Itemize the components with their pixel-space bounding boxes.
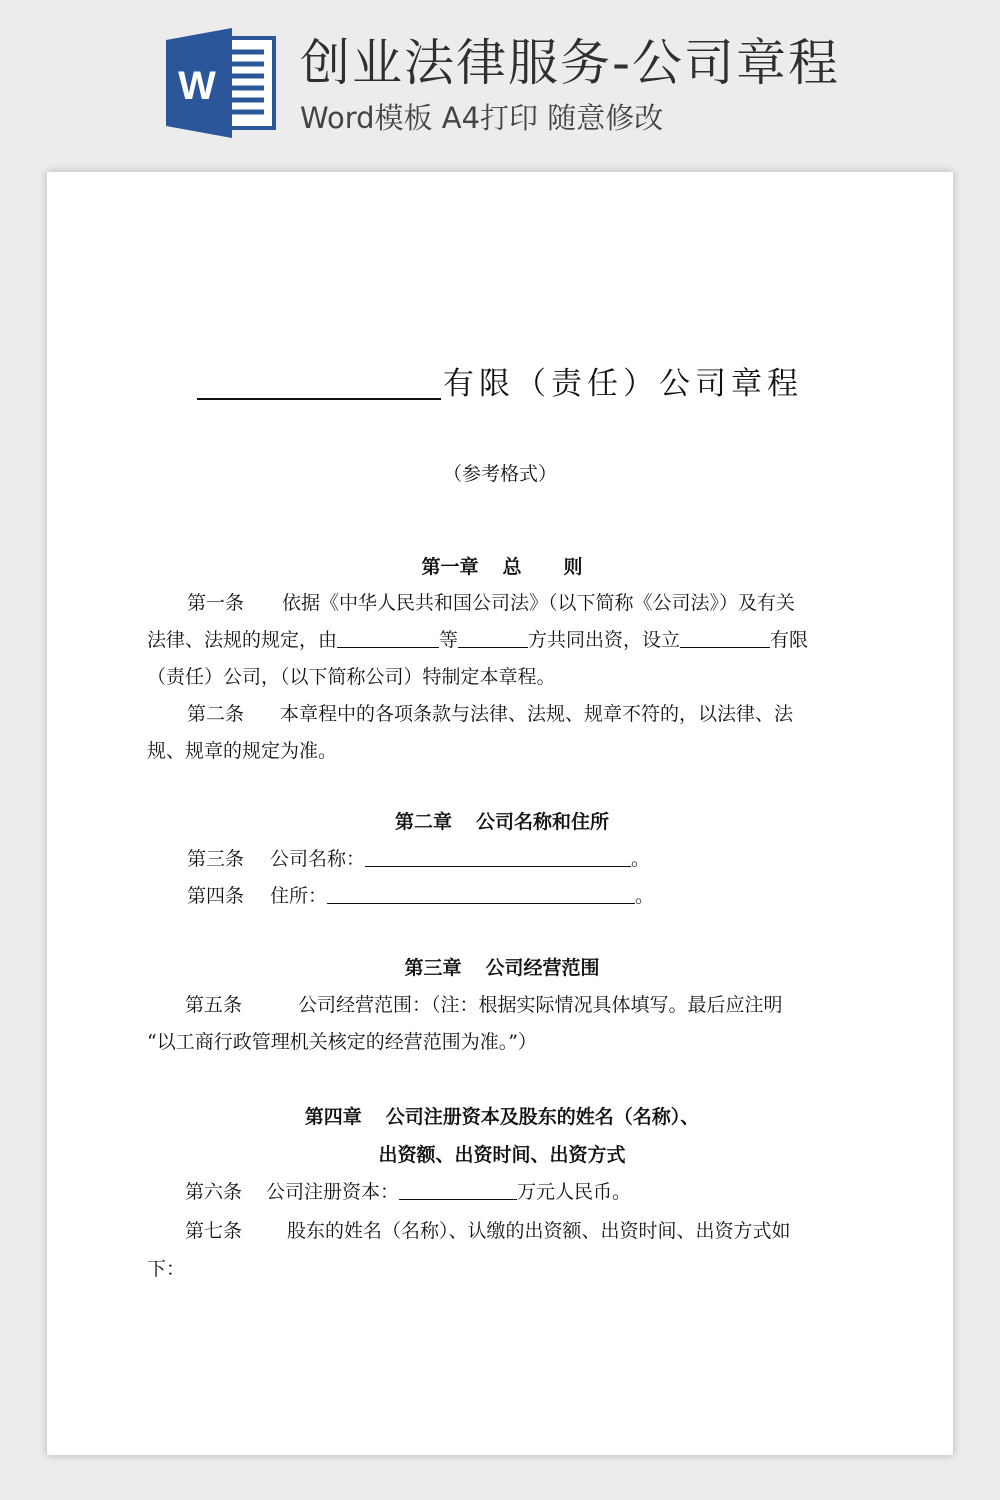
article-7-text-1: 股东的姓名（名称）、认缴的出资额、出资时间、出资方式如 [287, 1220, 791, 1242]
document-page [47, 172, 953, 1455]
article-2-line-1 [147, 700, 857, 728]
chapter-3-heading [147, 954, 857, 982]
article-7-number: 第七条 [185, 1220, 243, 1242]
address-field[interactable] [327, 883, 635, 904]
article-1-line-2 [147, 626, 857, 654]
article-6-line [147, 1178, 857, 1206]
article-6-end: 万元人民币。 [517, 1181, 632, 1203]
logo-letter: W [178, 64, 216, 108]
chapter-3-number: 第三章 [404, 957, 462, 979]
article-4-end: 。 [635, 885, 655, 907]
chapter-1-heading [147, 553, 857, 581]
chapter-1-number: 第一章 [421, 556, 479, 578]
registered-capital-field[interactable] [399, 1179, 517, 1200]
article-6-label: 公司注册资本： [266, 1181, 400, 1203]
article-1-line-3: （责任）公司，（以下简称公司）特制定本章程。 [147, 666, 556, 688]
company-name-field[interactable] [365, 846, 631, 867]
article-5-text-1: 公司经营范围：（注：根据实际情况具体填写。最后应注明 [298, 994, 783, 1016]
chapter-1-title-b: 则 [563, 556, 583, 578]
article-1-line-1 [147, 589, 857, 617]
chapter-4-number: 第四章 [304, 1106, 362, 1128]
banner-subtitle: Word模板 A4打印 随意修改 [300, 101, 664, 135]
chapter-2-number: 第二章 [394, 811, 452, 833]
banner-title: 创业法律服务-公司章程 [300, 34, 841, 92]
word-icon [166, 28, 278, 138]
header-banner [0, 0, 1000, 160]
article-4-number: 第四条 [187, 885, 245, 907]
article-3-line [147, 845, 857, 873]
article-1-text-2c: 方共同出资，设立 [528, 629, 681, 651]
chapter-2-title: 公司名称和住所 [476, 811, 610, 833]
article-2-number: 第二条 [187, 703, 245, 725]
chapter-4-heading [147, 1103, 857, 1131]
chapter-2-heading [147, 808, 857, 836]
chapter-3-title: 公司经营范围 [485, 957, 600, 979]
article-7-line-1 [147, 1217, 857, 1245]
article-4-line [147, 882, 857, 910]
company-name-blank[interactable] [197, 368, 441, 400]
article-5-line-1 [147, 991, 857, 1019]
document-subtitle: （参考格式） [442, 463, 557, 485]
article-5-number: 第五条 [185, 994, 243, 1016]
article-1-number: 第一条 [187, 592, 245, 614]
company-blank[interactable] [680, 627, 770, 648]
article-3-label: 公司名称： [270, 848, 366, 870]
article-1-text-2a: 法律、法规的规定，由 [147, 629, 338, 651]
shareholder-blank-1[interactable] [337, 627, 439, 648]
article-2-text-1: 本章程中的各项条款与法律、法规、规章不符的，以法律、法 [280, 703, 794, 725]
article-1-text-2b: 等 [439, 629, 459, 651]
document-title-text: 有限（责任）公司章程 [443, 366, 803, 402]
document-title [47, 362, 953, 406]
article-7-line-2: 下： [147, 1258, 186, 1280]
article-1-text-2d: 有限 [770, 629, 809, 651]
chapter-1-title-a: 总 [502, 556, 522, 578]
shareholder-blank-2[interactable] [458, 627, 528, 648]
article-6-number: 第六条 [185, 1181, 243, 1203]
article-4-label: 住所： [270, 885, 328, 907]
article-3-number: 第三条 [187, 848, 245, 870]
chapter-4-title: 公司注册资本及股东的姓名（名称）、 [385, 1106, 700, 1128]
article-5-line-2: “以工商行政管理机关核定的经营范围为准。”） [147, 1031, 537, 1053]
article-2-line-2: 规、规章的规定为准。 [147, 740, 338, 762]
chapter-4-heading-line-2: 出资额、出资时间、出资方式 [378, 1144, 626, 1166]
article-3-end: 。 [631, 848, 651, 870]
article-1-text-1: 依据《中华人民共和国公司法》（以下简称《公司法》）及有关 [282, 592, 796, 614]
